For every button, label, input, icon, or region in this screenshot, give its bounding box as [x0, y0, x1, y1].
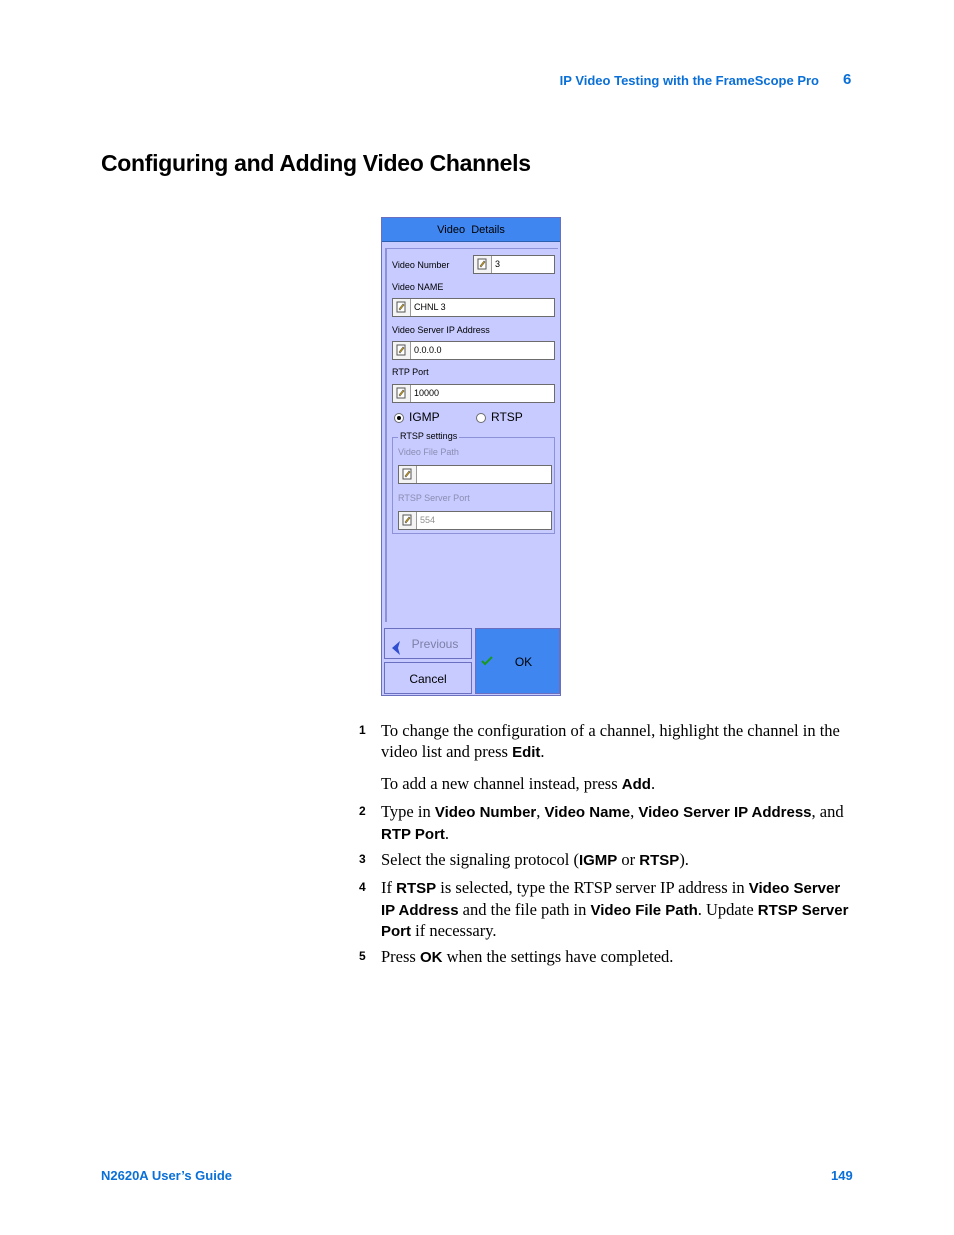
video-number-value: 3	[495, 259, 501, 269]
rtsp-server-port-label: RTSP Server Port	[398, 493, 470, 503]
server-ip-value: 0.0.0.0	[414, 345, 442, 355]
video-number-label: Video Number	[392, 260, 450, 270]
server-ip-label: Video Server IP Address	[392, 325, 490, 335]
edit-icon[interactable]	[474, 256, 492, 273]
igmp-radio[interactable]	[394, 413, 404, 423]
igmp-radio-label[interactable]: IGMP	[409, 410, 440, 424]
video-name-field[interactable]	[392, 298, 555, 317]
chapter-number: 6	[843, 71, 852, 88]
step-number: 4	[359, 880, 366, 894]
video-name-label: Video NAME	[392, 282, 444, 292]
step-number: 5	[359, 949, 366, 963]
page-number: 149	[831, 1168, 853, 1183]
cancel-button-label: Cancel	[409, 672, 447, 686]
running-header-title: IP Video Testing with the FrameScope Pro	[559, 73, 819, 88]
rtsp-settings-title: RTSP settings	[400, 431, 458, 441]
step-text: Type in Video Number, Video Name, Video Server IP Address, and RTP Port.	[381, 802, 844, 843]
edit-icon[interactable]	[399, 466, 417, 483]
rtp-port-field[interactable]	[392, 384, 555, 403]
video-number-field[interactable]	[473, 255, 555, 274]
step-text: Select the signaling protocol (IGMP or RTSP).	[381, 850, 689, 869]
step-text: Press OK when the settings have completed.	[381, 947, 674, 966]
section-title: Configuring and Adding Video Channels	[101, 150, 531, 176]
video-file-path-label: Video File Path	[398, 447, 459, 457]
rtsp-radio[interactable]	[476, 413, 486, 423]
rtp-port-label: RTP Port	[392, 367, 429, 377]
dialog-title: Video Details	[437, 224, 505, 236]
rtp-port-value: 10000	[414, 388, 440, 398]
rtsp-server-port-value: 554	[420, 515, 436, 525]
form-area	[385, 248, 558, 622]
rtsp-settings-group	[392, 431, 555, 534]
video-name-value: CHNL 3	[414, 302, 446, 312]
edit-icon[interactable]	[399, 512, 417, 529]
checkmark-icon	[481, 656, 493, 666]
rtsp-radio-label[interactable]: RTSP	[491, 410, 523, 424]
edit-icon[interactable]	[393, 299, 411, 316]
dialog-titlebar	[382, 218, 560, 242]
server-ip-field[interactable]	[392, 341, 555, 360]
step-text: If RTSP is selected, type the RTSP server IP address in Video Server IP Address and the file path in Video File Path. Update RTSP Server Port if necessary.	[381, 878, 849, 940]
video-file-path-field[interactable]	[398, 465, 552, 484]
cancel-button[interactable]	[384, 662, 472, 694]
ok-button-label: OK	[514, 655, 533, 669]
footer-guide-title: N2620A User’s Guide	[101, 1168, 233, 1183]
previous-button-label: Previous	[411, 637, 459, 651]
step-number: 3	[359, 852, 366, 866]
edit-icon[interactable]	[393, 342, 411, 359]
step-text: To change the configuration of a channel, highlight the channel in the video list and press Edit.	[381, 721, 840, 761]
rtsp-server-port-field[interactable]	[398, 511, 552, 530]
edit-icon[interactable]	[393, 385, 411, 402]
previous-button[interactable]	[384, 628, 472, 659]
video-details-dialog	[381, 217, 561, 696]
step-note-text: To add a new channel instead, press Add.	[381, 774, 656, 793]
step-number: 2	[359, 804, 366, 818]
step-number: 1	[359, 723, 366, 737]
ok-button[interactable]	[475, 628, 560, 694]
